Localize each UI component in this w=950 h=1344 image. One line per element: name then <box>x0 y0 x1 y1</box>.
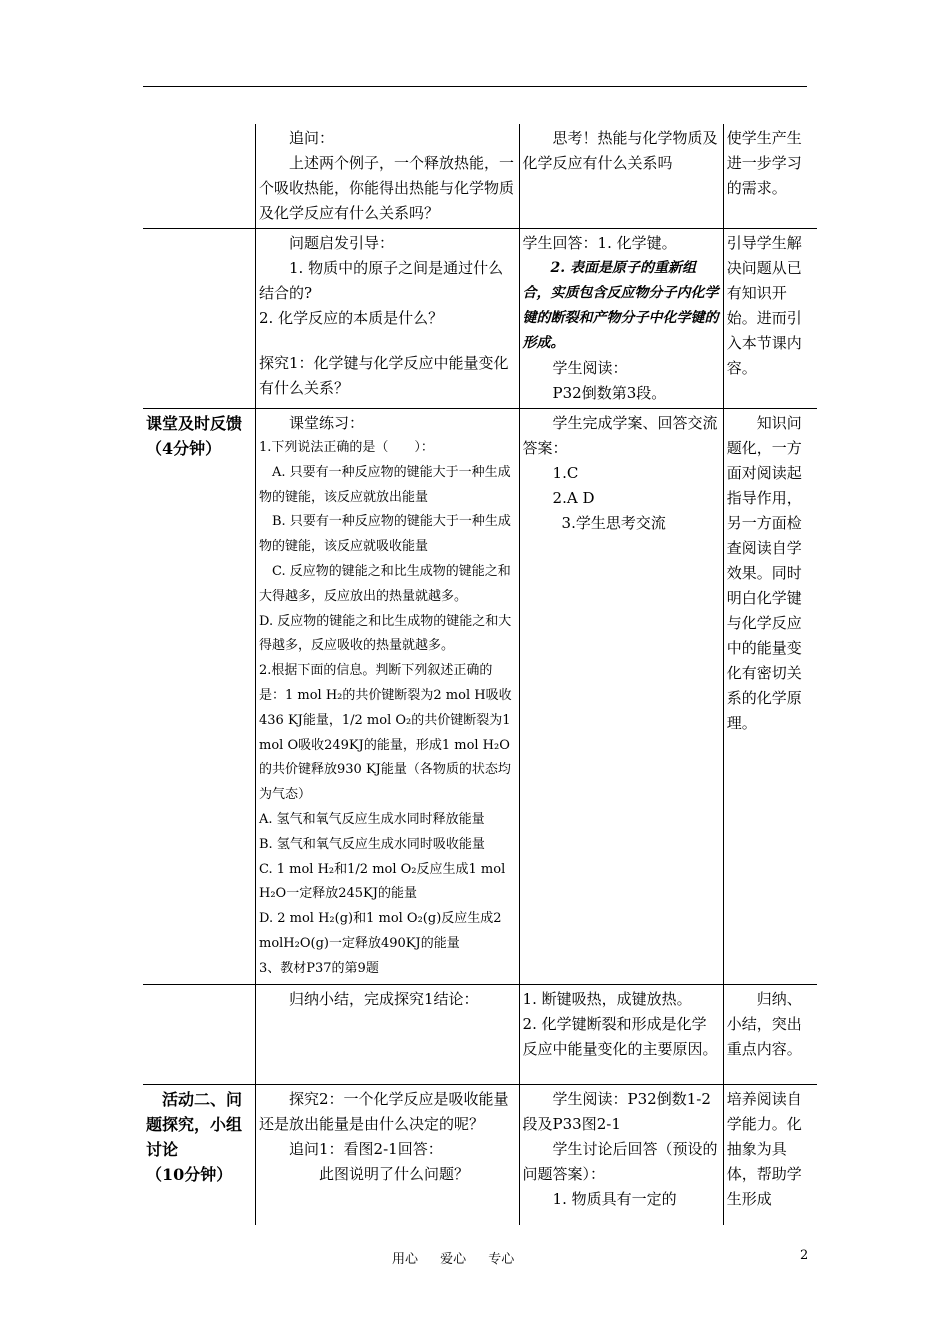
intent-text: 知识问题化，一方面对阅读起指导作用，另一方面检查阅读自学效果。同时明白化学键与化学反应中的能量变化有密切关系的化学原理。 <box>726 414 802 732</box>
student-text: 学生讨论后回答（预设的问题答案）： <box>522 1140 718 1183</box>
stage-cell <box>143 124 256 229</box>
intent-text: 培养阅读自学能力。化抽象为具体，帮助学生形成 <box>726 1090 802 1208</box>
design-intent-cell <box>723 1085 817 1225</box>
exercise-line: A. 只要有一种反应物的键能大于一种生成物的键能，该反应就放出能量 <box>259 464 511 505</box>
teacher-text: 1. 物质中的原子之间是通过什么结合的? <box>259 259 504 302</box>
student-activity-cell <box>519 409 723 985</box>
exercise-line: 3、教材P37的第9题 <box>259 960 379 976</box>
lesson-plan-table <box>143 124 817 1225</box>
conclusion-item: 2. 化学键断裂和形成是化学反应中能量变化的主要原因。 <box>522 1015 718 1058</box>
stage-cell <box>143 985 256 1085</box>
exploration-1-question: 探究1：化学键与化学反应中能量变化有什么关系？ <box>259 354 509 397</box>
teacher-text: 2. 化学反应的本质是什么？ <box>259 309 444 327</box>
exercise-line: C. 1 mol H₂和1/2 mol O₂反应生成1 mol H₂O一定释放245KJ的能量 <box>259 861 506 902</box>
stage-title: 课堂及时反馈 <box>146 414 243 433</box>
student-text: 学生阅读： <box>552 359 628 377</box>
teacher-activity-cell <box>256 1085 520 1225</box>
stage-cell <box>143 409 256 985</box>
page-number: 2 <box>800 1248 809 1263</box>
stage-title: 活动二、问题探究，小组讨论 <box>146 1090 243 1159</box>
teacher-text: 此图说明了什么问题？ <box>319 1165 470 1183</box>
table-row <box>143 985 817 1085</box>
header-rule <box>143 86 807 87</box>
conclusion-item: 1. 断键吸热，成键放热。 <box>522 990 692 1008</box>
student-text: 思考！热能与化学物质及化学反应有什么关系吗 <box>522 129 718 172</box>
student-text: 1. 物质具有一定的 <box>552 1190 677 1208</box>
exercise-title: 课堂练习： <box>289 414 365 432</box>
teacher-activity-cell <box>256 124 520 229</box>
stage-duration: （4分钟） <box>146 439 222 458</box>
design-intent-cell <box>723 409 817 985</box>
table-row <box>143 409 817 985</box>
teacher-activity-cell <box>256 985 520 1085</box>
student-answer: 1.C <box>552 464 579 482</box>
teacher-activity-cell <box>256 409 520 985</box>
footer-motto: 用心 爱心 专心 <box>392 1252 515 1267</box>
exercise-line: A. 氢气和氧气反应生成水同时释放能量 <box>259 811 485 827</box>
table-row <box>143 1085 817 1225</box>
exercise-line: 2.根据下面的信息。判断下列叙述正确的是：1 mol H₂的共价键断裂为2 mol H吸收436 KJ能量，1/2 mol O₂的共价键断裂为1 mol O吸收249KJ的能量，形成1 mol H₂O的共价键释放930 KJ能量（各物质的状态均为气态） <box>259 663 512 803</box>
exercise-line: D. 反应物的键能之和比生成物的键能之和大得越多，反应吸收的热量就越多。 <box>259 613 512 654</box>
design-intent-cell <box>723 229 817 409</box>
student-activity-cell <box>519 1085 723 1225</box>
intent-text: 引导学生解决问题从已有知识开始。进而引入本节课内容。 <box>726 234 802 377</box>
intent-text: 使学生产生进一步学习的需求。 <box>726 129 802 197</box>
student-activity-cell <box>519 985 723 1085</box>
design-intent-cell <box>723 124 817 229</box>
teacher-text: 追问1：看图2-1回答： <box>289 1140 443 1158</box>
student-text: 学生回答：1. 化学键。 <box>522 234 677 252</box>
teacher-text: 上述两个例子，一个释放热能，一个吸收热能，你能得出热能与化学物质及化学反应有什么关系吗？ <box>259 154 515 222</box>
exploration-2-question: 探究2：一个化学反应是吸收能量还是放出能量是由什么决定的呢？ <box>259 1090 509 1133</box>
student-answer: 2.A D <box>552 489 595 507</box>
exercise-line: B. 只要有一种反应物的键能大于一种生成物的键能，该反应就吸收能量 <box>259 514 511 555</box>
intent-text: 归纳、小结，突出重点内容。 <box>726 990 802 1058</box>
page-footer <box>0 1248 950 1268</box>
teacher-activity-cell <box>256 229 520 409</box>
student-text: 学生阅读：P32倒数1-2段及P33图2-1 <box>522 1090 711 1133</box>
summary-prompt: 归纳小结，完成探究1结论： <box>289 990 479 1008</box>
student-text: 学生完成学案、回答交流答案： <box>522 414 718 457</box>
teacher-text: 问题启发引导： <box>289 234 395 252</box>
stage-cell <box>143 1085 256 1225</box>
student-activity-cell <box>519 229 723 409</box>
exercise-line: C. 反应物的键能之和比生成物的键能之和大得越多，反应放出的热量就越多。 <box>259 563 511 604</box>
exercise-line: 1.下列说法正确的是（ ）： <box>259 440 434 455</box>
stage-duration: （10分钟） <box>146 1165 233 1184</box>
design-intent-cell <box>723 985 817 1085</box>
stage-cell <box>143 229 256 409</box>
exercise-line: D. 2 mol H₂(g)和1 mol O₂(g)反应生成2 molH₂O(g)一定释放490KJ的能量 <box>259 911 502 951</box>
teacher-text: 追问： <box>289 129 335 147</box>
student-answer-emphasis: 2. 表面是原子的重新组合，实质包含反应物分子内化学键的断裂和产物分子中化学键的形成。 <box>522 260 719 351</box>
student-answer: 3.学生思考交流 <box>561 514 666 532</box>
exercise-line: B. 氢气和氧气反应生成水同时吸收能量 <box>259 836 485 852</box>
table-row <box>143 124 817 229</box>
student-activity-cell <box>519 124 723 229</box>
student-text: P32倒数第3段。 <box>552 384 667 402</box>
table-row <box>143 229 817 409</box>
